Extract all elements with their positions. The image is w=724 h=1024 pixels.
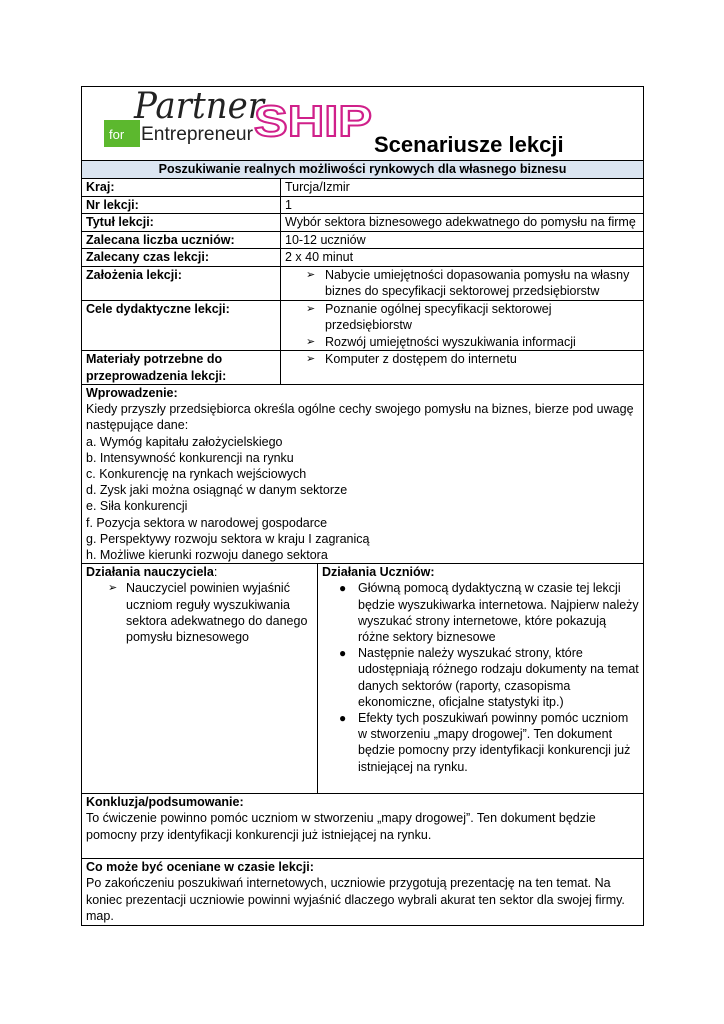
info-row-student-count — [82, 232, 643, 250]
row-label: Materiały potrzebne do przeprowadzenia lekcji: — [82, 351, 281, 384]
info-row-country — [82, 179, 643, 197]
assessment-section — [82, 859, 643, 925]
lesson-document — [81, 86, 644, 926]
arrow-bullet-icon: ➢ — [306, 353, 316, 365]
teacher-activities — [82, 564, 318, 793]
info-row-lesson-time — [82, 249, 643, 267]
row-label: Założenia lekcji: — [82, 267, 281, 300]
row-label: Zalecana liczba uczniów: — [82, 232, 281, 249]
row-value: Turcja/Izmir — [285, 180, 350, 194]
section-intro: Kiedy przyszły przedsiębiorca określa ogólne cechy swojego pomysłu na biznes, bierze pod uwagę następujące dane: — [86, 402, 634, 433]
list-item: d. Zysk jaki można osiągnąć w danym sektorze — [86, 483, 348, 498]
list-item: ● Następnie należy wyszukać strony, które udostępniają różnego rodzaju dokumenty na temat danych sektorów (raporty, czasopisma ekonomiczne, oficjalne statystyki itp.) — [339, 646, 639, 709]
arrow-bullet-icon: ➢ — [306, 335, 316, 348]
list-item: ➢ Nauczyciel powinien wyjaśnić uczniom reguły wyszukiwania sektora adekwatnego do danego pomysłu biznesowego — [108, 581, 308, 645]
info-row-lesson-title — [82, 214, 643, 232]
arrow-bullet-icon: ➢ — [306, 268, 316, 281]
section-text: To ćwiczenie powinno pomóc uczniom w stworzeniu „mapy drogowej”. Ten dokument będzie pomocny przy identyfikacji konkurencji już istniejącej na rynku. — [86, 811, 596, 842]
arrow-bullet-icon: ➢ — [306, 302, 316, 315]
row-value — [281, 351, 643, 384]
section-heading: Konkluzja/podsumowanie: — [86, 795, 244, 810]
introduction-section — [82, 385, 643, 564]
list-item: c. Konkurencję na rynkach wejściowych — [86, 467, 307, 482]
info-row-assumptions — [82, 267, 643, 301]
row-value — [281, 267, 643, 300]
list-item: ● Efekty tych poszukiwań powinny pomóc uczniom w stworzeniu „mapy drogowej”. Ten dokument będzie pomocny przy identyfikacji konkurencji już istniejącej na rynku. — [339, 711, 631, 774]
svg-text:Partner: Partner — [133, 90, 266, 127]
list-item: ➢ Nabycie umiejętności dopasowania pomysłu na własny biznes do specyfikacji sektorowej przedsiębiorstw — [306, 267, 630, 298]
list-item: a. Wymóg kapitału założycielskiego — [86, 434, 283, 449]
svg-text:for: for — [109, 127, 125, 142]
list-item: h. Możliwe kierunki rozwoju danego sektora — [86, 548, 328, 563]
svg-text:Entrepreneur: Entrepreneur — [141, 124, 254, 145]
dot-bullet-icon: ● — [339, 581, 347, 596]
row-value: Wybór sektora biznesowego adekwatnego do pomysłu na firmę — [285, 215, 636, 229]
row-value — [281, 301, 643, 351]
section-heading: Co może być oceniane w czasie lekcji: — [86, 860, 314, 875]
svg-text:SHIP: SHIP — [254, 97, 372, 146]
arrow-bullet-icon: ➢ — [108, 582, 118, 595]
info-row-objectives — [82, 301, 643, 352]
lesson-topic: Poszukiwanie realnych możliwości rynkowych dla własnego biznesu — [82, 161, 643, 179]
row-value: 10-12 uczniów — [285, 232, 366, 247]
list-item: ● Główną pomocą dydaktyczną w czasie tej lekcji będzie wyszukiwarka internetowa. Najpierw należy wyszukać strony internetowe, które pokazują różne sektory biznesowe — [339, 581, 639, 645]
row-label: Kraj: — [82, 179, 281, 196]
conclusion-section — [82, 794, 643, 859]
section-heading: Działania nauczyciela: — [86, 565, 218, 580]
row-label: Zalecany czas lekcji: — [82, 249, 281, 266]
row-value: 2 x 40 minut — [285, 250, 354, 264]
section-heading: Działania Uczniów: — [322, 565, 435, 580]
list-item: f. Pozycja sektora w narodowej gospodarce — [86, 515, 328, 530]
student-activities — [318, 564, 643, 793]
dot-bullet-icon: ● — [339, 646, 347, 661]
document-title: Scenariusze lekcji — [374, 132, 564, 157]
row-value: 1 — [285, 197, 292, 212]
row-label: Nr lekcji: — [82, 197, 281, 214]
section-text: Po zakończeniu poszukiwań internetowych, uczniowie przygotują prezentację na ten temat. Na koniec prezentacji uczniowie powinni wyjaśnić dlaczego wybrali akurat ten sektor dla swojej firmy. map. — [86, 876, 625, 923]
info-row-materials — [82, 351, 643, 385]
list-item: ➢ Komputer z dostępem do internetu — [306, 352, 517, 366]
row-label: Cele dydaktyczne lekcji: — [82, 301, 281, 351]
list-item: b. Intensywność konkurencji na rynku — [86, 450, 294, 465]
document-header — [82, 87, 643, 161]
list-item: ➢ Rozwój umiejętności wyszukiwania informacji — [306, 334, 576, 349]
row-label: Tytuł lekcji: — [82, 214, 281, 231]
list-item: e. Siła konkurencji — [86, 499, 188, 514]
partnership-logo — [104, 90, 374, 154]
list-item: g. Perspektywy rozwoju sektora w kraju I zagranicą — [86, 531, 370, 546]
activities-section — [82, 564, 643, 794]
list-item: ➢ Poznanie ogólnej specyfikacji sektorowej przedsiębiorstw — [306, 301, 552, 332]
dot-bullet-icon: ● — [339, 711, 347, 726]
section-heading: Wprowadzenie: — [86, 386, 178, 400]
info-row-lesson-number — [82, 197, 643, 215]
